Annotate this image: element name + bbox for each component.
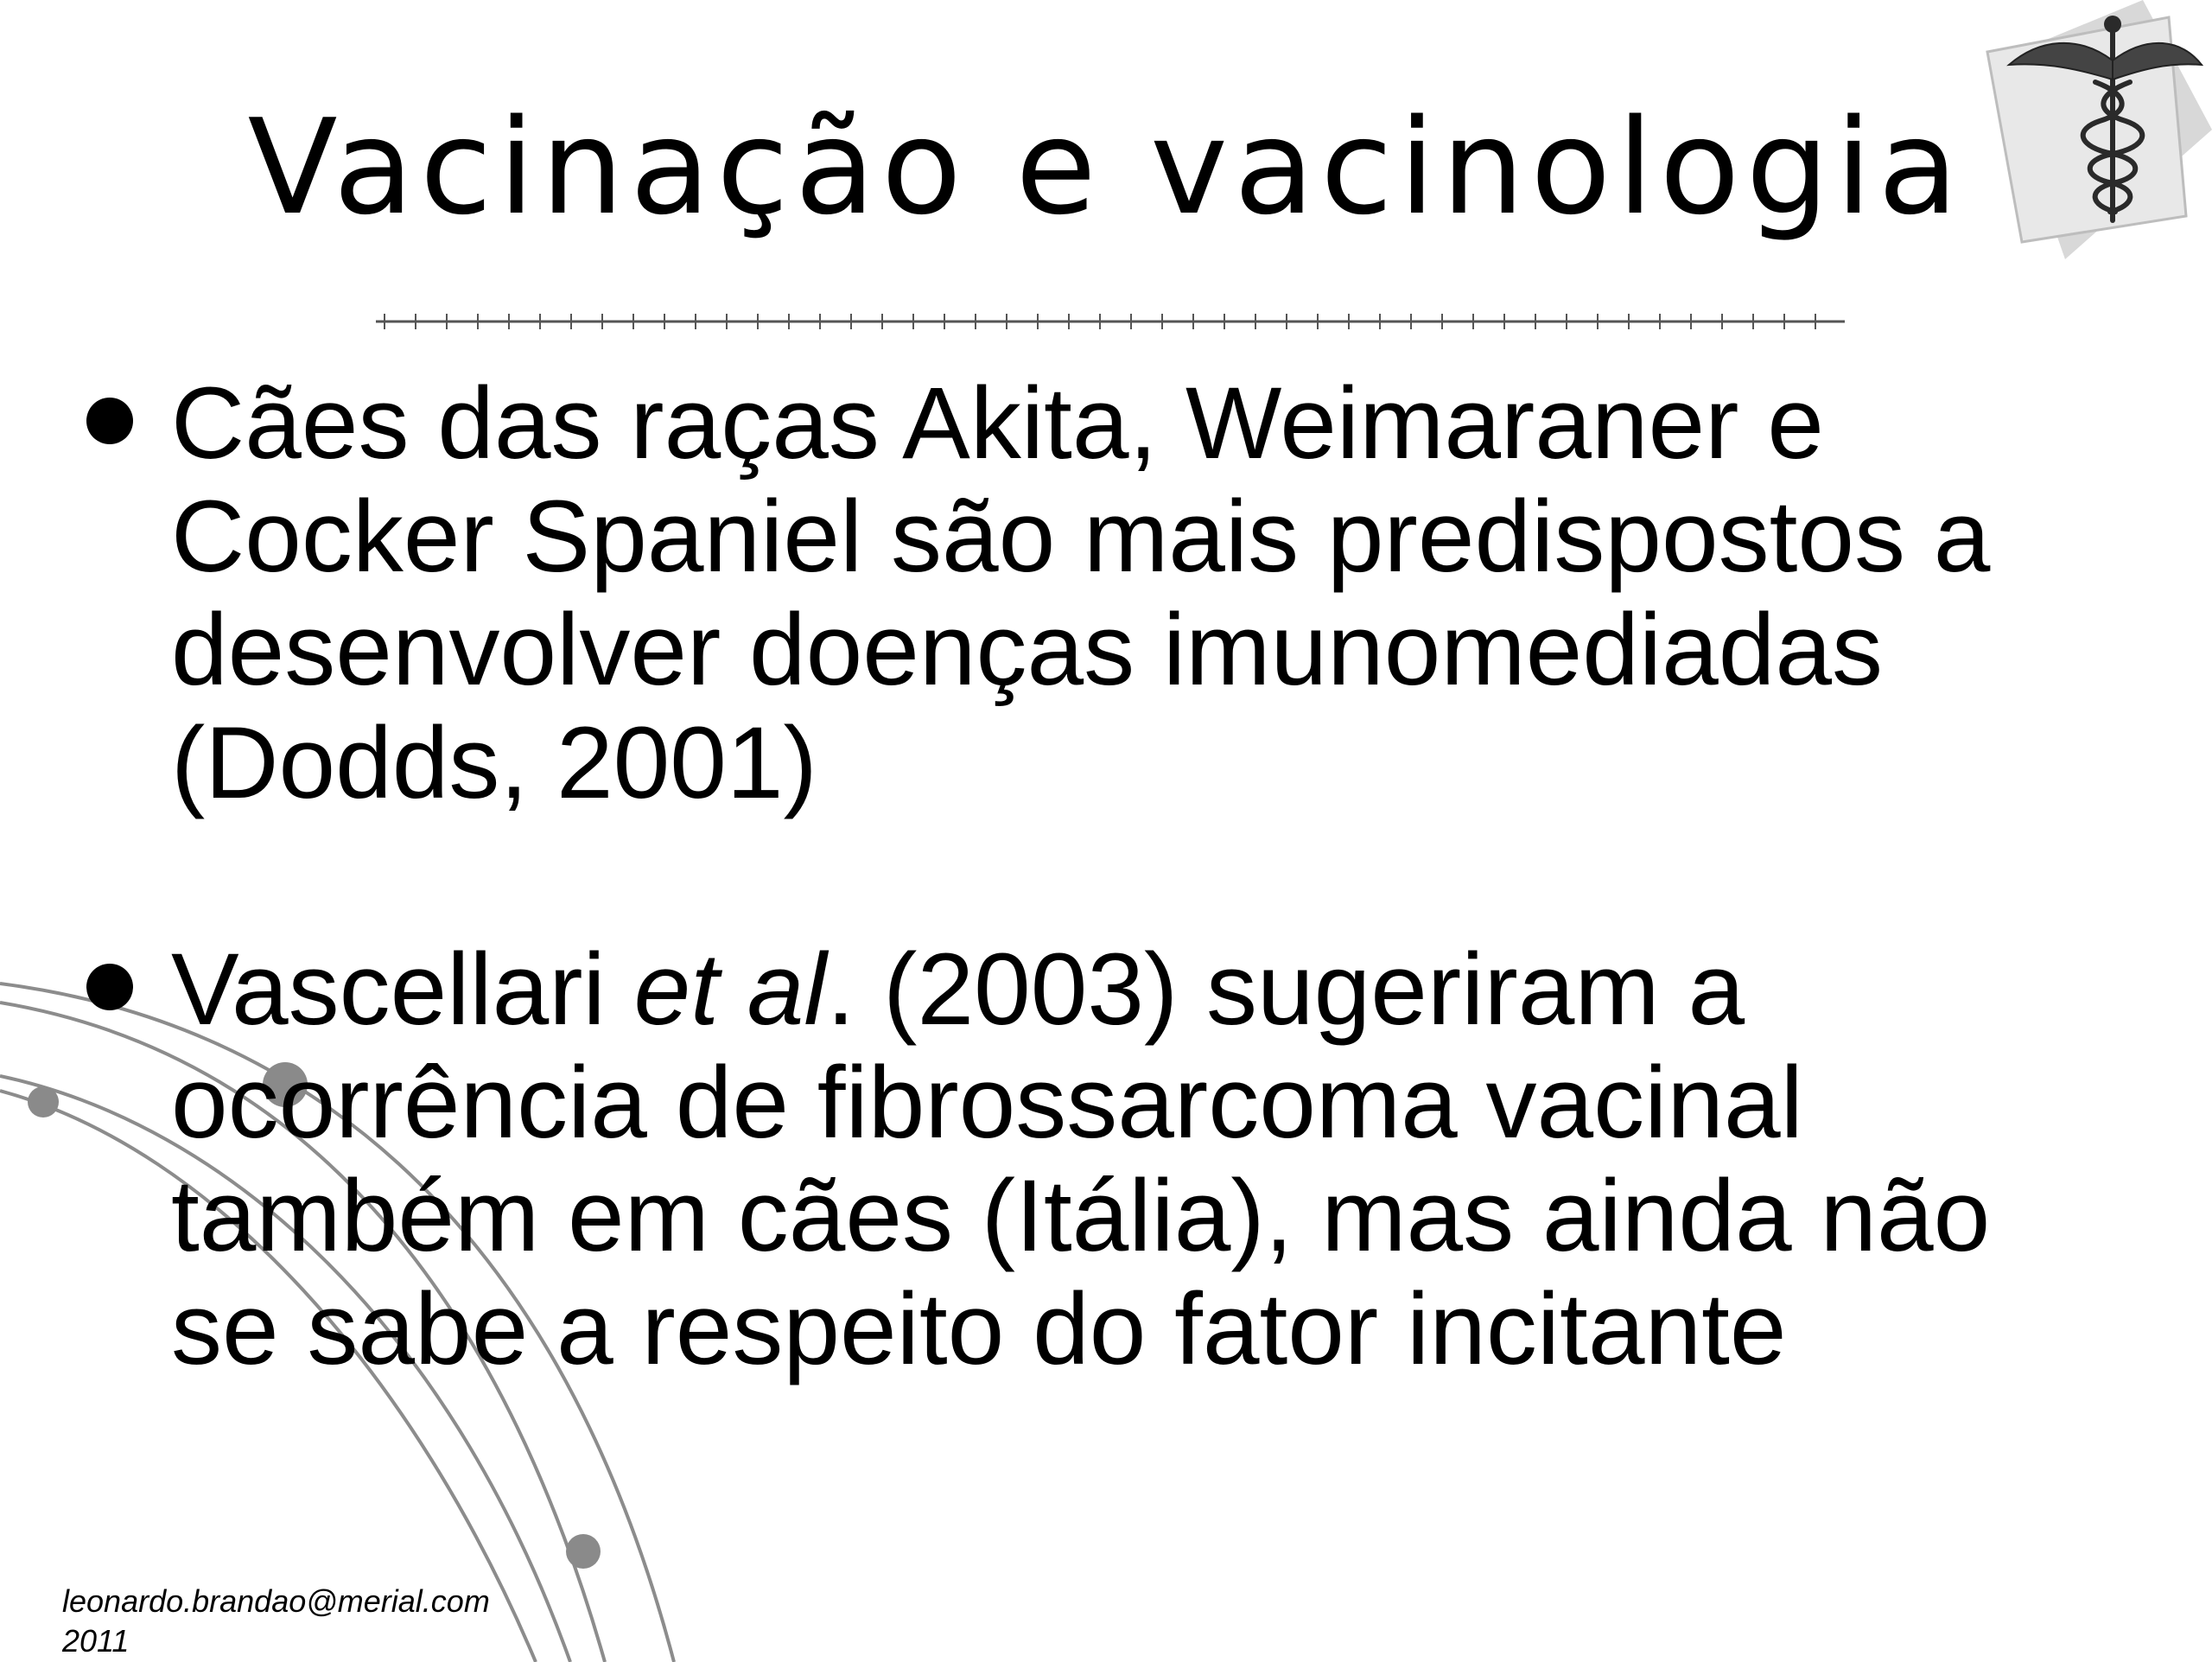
footer <box>62 1582 490 1661</box>
decoration-dot <box>566 1534 601 1569</box>
footer-email: leonardo.brandao@merial.com <box>62 1583 490 1619</box>
bullet-dot-icon <box>86 964 133 1010</box>
title-divider <box>376 311 1845 332</box>
bullet-text-start: Vascellari <box>171 933 634 1047</box>
bullet-text <box>171 933 2134 1386</box>
bullet-text: Cães das raças Akita, Weimaraner e Cocker Spaniel são mais predispostos a desenvolver doenças imunomediadas (Dodds, 2001) <box>171 366 1991 820</box>
bullet-item <box>78 933 2134 1386</box>
bullet-text-end: . (2003) sugeriram a ocorrência de fibrossarcoma vacinal também em cães (Itália), mas ainda não se sabe a respeito do fator incitante <box>171 933 1991 1386</box>
bullet-list <box>78 367 2134 1386</box>
slide-title: Vacinação e vacinologia <box>247 91 1965 244</box>
bullet-text-italic: et al <box>633 933 827 1047</box>
bullet-dot-icon <box>86 398 133 444</box>
footer-year: 2011 <box>62 1623 130 1659</box>
decoration-dot <box>28 1086 59 1118</box>
bullet-item <box>78 367 2134 820</box>
